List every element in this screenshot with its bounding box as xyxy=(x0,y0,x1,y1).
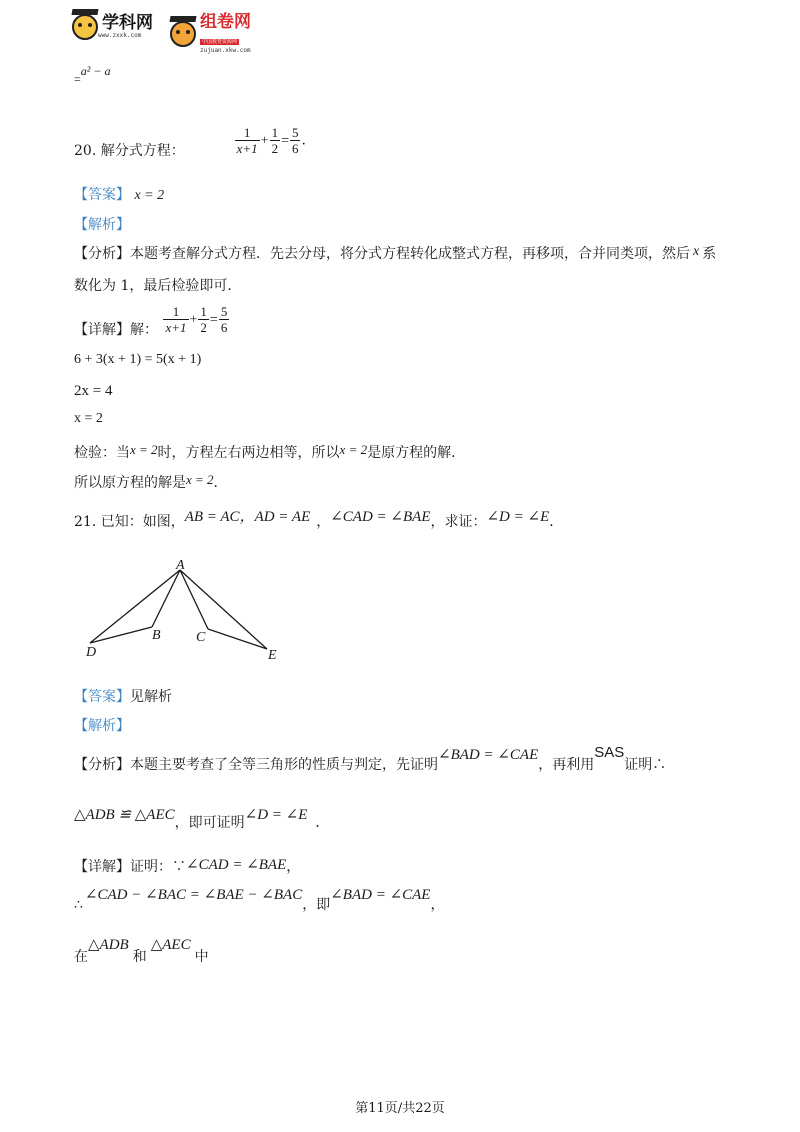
numerator: 1 xyxy=(200,304,207,319)
period: ． xyxy=(315,815,330,831)
fraction-2 xyxy=(270,125,281,156)
denominator: x+1 xyxy=(165,320,187,335)
cong-text: ，即可证明 xyxy=(174,815,245,831)
detail-tag: 【详解】 xyxy=(74,321,130,338)
detail-text: 证明：∵ xyxy=(130,859,186,875)
question-20 xyxy=(74,125,306,159)
question-21 xyxy=(74,510,563,531)
expression: a² − a xyxy=(80,64,111,78)
check-text: 是原方程的解． xyxy=(367,445,466,461)
mascot-icon xyxy=(72,14,98,40)
fenxi-text: 证明∴ xyxy=(624,757,667,773)
fenxi-text: 本题考查解分式方程．先去分母，将分式方程转化成整式方程，再移项，合并同类项，然后 xyxy=(130,246,690,262)
comma: ， xyxy=(430,897,445,913)
equals-sign: = xyxy=(74,72,81,86)
fenxi-text: 本题主要考查了全等三角形的性质与判定，先证明 xyxy=(130,757,438,773)
answer-line xyxy=(74,686,172,706)
check-value: x = 2 xyxy=(339,442,368,457)
fenxi-tag: 【分析】 xyxy=(74,757,130,773)
denominator: x+1 xyxy=(236,141,258,156)
logo-title: 学科网 xyxy=(102,13,153,33)
figure-lines xyxy=(90,570,267,649)
fraction-3 xyxy=(290,125,301,156)
condition-1: AB = AC，AD = AE xyxy=(184,509,311,525)
header-logo-xkw xyxy=(72,14,153,40)
congruence-line xyxy=(74,804,330,831)
question-label: 21. 已知：如图， xyxy=(74,514,185,530)
answer-value: x = 2 xyxy=(134,188,165,203)
numerator: 1 xyxy=(243,125,251,140)
label-C: C xyxy=(196,630,206,645)
check-value: x = 2 xyxy=(130,442,158,457)
denominator: 2 xyxy=(271,141,279,156)
analysis-line-1 xyxy=(74,243,716,263)
triangle-2: △AEC xyxy=(150,937,191,953)
fraction-1 xyxy=(235,125,260,156)
period: . xyxy=(301,132,306,149)
fenxi-tag: 【分析】 xyxy=(74,246,130,262)
check-text: 检验：当 xyxy=(74,445,130,461)
equals: = xyxy=(281,133,289,149)
sas-label: SAS xyxy=(594,744,625,761)
header-logo-zujuan xyxy=(170,14,251,54)
detail-tag: 【详解】 xyxy=(74,859,130,875)
check-line xyxy=(74,442,465,462)
fraction-3 xyxy=(219,304,230,335)
final-value: x = 2 xyxy=(186,472,214,487)
equals: = xyxy=(209,312,218,328)
detail-21 xyxy=(74,856,300,876)
and-text: 和 xyxy=(132,949,147,965)
segment-BA xyxy=(152,570,180,627)
therefore: ∴ xyxy=(74,897,83,913)
prev-expression xyxy=(74,64,111,86)
logo-band: 中国教育资源网 xyxy=(202,39,238,45)
numerator: 5 xyxy=(291,125,299,140)
period: ． xyxy=(549,514,564,530)
fraction-2 xyxy=(198,304,209,335)
logo-title: 组卷网 xyxy=(200,12,251,32)
detail-lead: 解： xyxy=(130,321,158,338)
fraction-1 xyxy=(163,304,188,335)
label-E: E xyxy=(268,648,277,663)
label-B: B xyxy=(152,628,161,643)
fenxi-text-end: 系 xyxy=(702,246,717,262)
final-end: ． xyxy=(213,475,228,491)
step-2: 2x = 4 xyxy=(74,383,113,399)
label-D: D xyxy=(86,645,97,660)
numerator: 1 xyxy=(271,125,279,140)
detail-line xyxy=(74,304,230,338)
var-x: x xyxy=(693,244,700,259)
answer-tag: 【答案】 xyxy=(74,689,130,705)
comma: ， xyxy=(316,514,331,530)
diff-line xyxy=(74,884,445,913)
mascot-icon xyxy=(170,21,196,47)
analysis-tag: 【解析】 xyxy=(74,217,130,233)
question-label: 20. 解分式方程： xyxy=(74,142,185,159)
check-text: 时，方程左右两边相等，所以 xyxy=(157,445,340,461)
page-footer: 第11页/共22页 xyxy=(355,1101,445,1116)
step-3: x = 2 xyxy=(74,411,103,426)
cong-eq: ∠D = ∠E xyxy=(244,807,308,823)
fenxi-text: ，再利用 xyxy=(538,757,595,773)
ji-eq: ∠BAD = ∠CAE xyxy=(330,887,431,903)
numerator: 5 xyxy=(220,304,228,319)
logo-url: www.zxxk.com xyxy=(98,32,142,39)
condition-2: ∠CAD = ∠BAE xyxy=(330,509,431,525)
plus: + xyxy=(189,312,198,328)
prove-label: ，求证： xyxy=(430,514,487,530)
analysis-21 xyxy=(74,744,667,773)
detail-eq: ∠CAD = ∠BAE xyxy=(186,857,287,873)
zhong-text: 中 xyxy=(194,949,209,965)
ji-text: ，即 xyxy=(302,897,331,913)
comma: ， xyxy=(286,859,301,875)
segment-EA xyxy=(180,570,267,649)
in-triangles-line xyxy=(74,934,209,965)
analysis-line-2: 数化为 1，最后检验即可． xyxy=(74,278,242,294)
denominator: 6 xyxy=(291,141,299,156)
triangle-1: △ADB xyxy=(88,937,129,953)
final-text: 所以原方程的解是 xyxy=(74,475,186,491)
answer-tag: 【答案】 xyxy=(74,187,130,203)
label-A: A xyxy=(176,558,185,573)
in-text: 在 xyxy=(74,949,88,965)
denominator: 2 xyxy=(200,320,207,335)
denominator: 6 xyxy=(220,320,228,335)
triangle-figure xyxy=(80,555,300,665)
numerator: 1 xyxy=(172,304,180,319)
congruence: △ADB ≌ △AEC xyxy=(74,807,175,823)
segment-CE xyxy=(208,629,267,649)
final-line xyxy=(74,472,228,492)
answer-line xyxy=(74,184,164,204)
segment-AC xyxy=(180,570,208,629)
answer-value: 见解析 xyxy=(130,689,172,705)
step-1: 6 + 3(x + 1) = 5(x + 1) xyxy=(74,352,202,367)
logo-url: zujuan.xkw.com xyxy=(200,47,251,54)
diff-eq: ∠CAD − ∠BAC = ∠BAE − ∠BAC xyxy=(84,887,303,903)
goal: ∠D = ∠E xyxy=(486,509,550,525)
analysis-tag: 【解析】 xyxy=(74,718,130,734)
fenxi-eq: ∠BAD = ∠CAE xyxy=(438,747,539,763)
plus: + xyxy=(260,133,269,149)
